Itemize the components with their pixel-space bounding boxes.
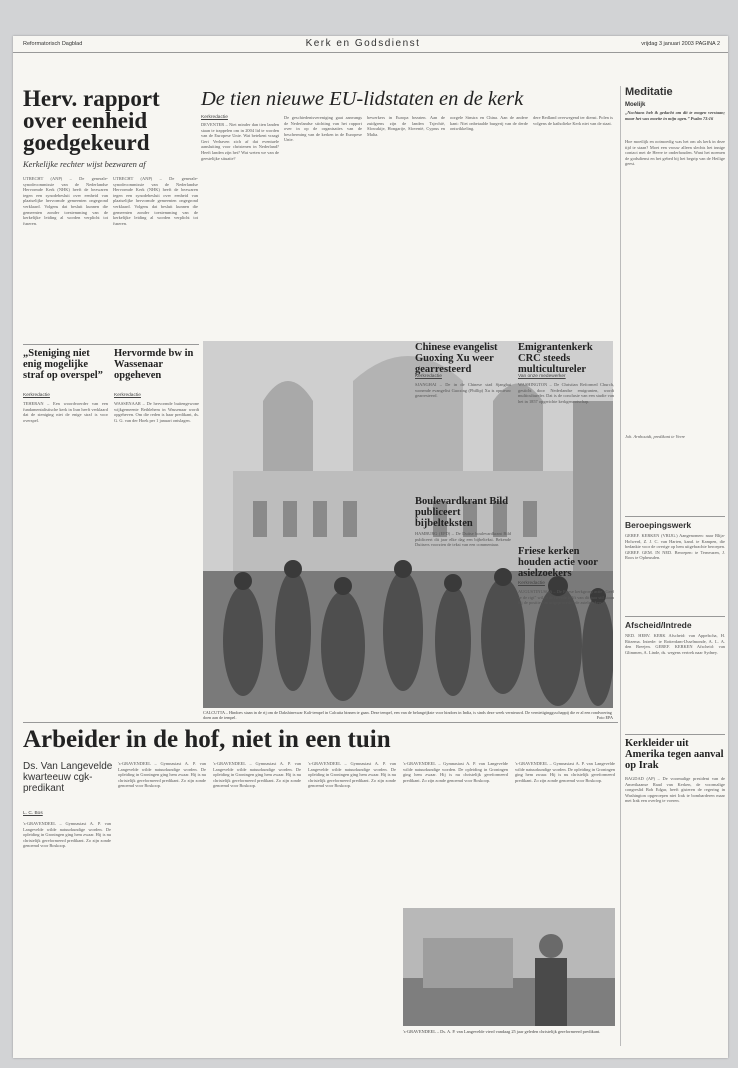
beroep-body: GEREF. KERKEN (VRIJG.) Aangenomen: naar Blija-Holwerd, Z. J. C. van Harten, kand. te Kampen, die bedankte voor de overige op hem uitgebrachte beroepen. GEREF. GEM. IN NED. Beroepen: te Terneuzen, J. Roos te Opheusden. (625, 533, 725, 561)
meditatie-subtitle: Moelijk (625, 102, 646, 108)
sidebar (625, 86, 725, 446)
bottom-subhead: Ds. Van Langevelde kwarteeuw cgk-predikant (23, 761, 113, 794)
person-illustration (403, 908, 615, 1026)
bottom-col4: 's-GRAVENDEEL – Gymnasiast A. P. van Langevelde wilde natuurkundige worden. De opleiding in Groningen ging hem zwaar. Hij is nu christelijk gereformeerd predikant. Zo zijn zonde genoemd voor Boskoop. (308, 761, 396, 789)
stoning-body: TEHERAN – Een woordvoerder van een fundamentalistische kerk in Iran heeft verklaard dat de steniging niet de enige straf is voor overspel. (23, 401, 108, 423)
asiel-kicker: Kerkredactie (518, 581, 545, 586)
emigrant-headline: Emigrantenkerk CRC steeds multicultureler (518, 342, 593, 375)
rule (625, 516, 725, 517)
wassenaar-headline: Hervormde bw in Wassenaar opgeheven (114, 348, 194, 381)
lead-headline: Herv. rapport over eenheid goedgekeurd (23, 86, 160, 155)
meditatie-body: Hoe moeilijk en ootmoedig was het om als kerk in deze tijd te staan? Moet een vrouw alleen slechts het innige contact met de Heere te onderhouden. Want het noemen de godsdienst en het gebed bij het begrip van de Heilige geest. (625, 139, 725, 167)
eu-col4: oorgele Sinstra en China. Aan de andere kant: Niet onbetaalde burgerij van de derde ontwikkeling. (450, 115, 528, 132)
inset-caption: 's-GRAVENDEEL – Ds. A. P. van Langevelde vierd vandaag 25 jaar geleden christelijk gereformeerd predikant. (403, 1029, 601, 1034)
meditatie-title: Meditatie (625, 86, 673, 98)
asiel-body: AUGUSTINUSGA – De Friese kerkgroep actie „Geef se de rigt” wil in de tweede helft van dit jaar stil staan bij de positie van uitgeprocedeerde asielzoekers. (518, 589, 614, 606)
stoning-kicker: Kerkredactie (23, 393, 50, 398)
date-page: vrijdag 3 januari 2003 PAGINA 2 (641, 41, 720, 47)
rule (23, 722, 618, 723)
van-langevelde-photo (403, 908, 615, 1026)
photo-caption-text: CALCUTTA – Hindoes staan in de rij om de Dakshineswar Kali-tempel in Calcutta binnen te gaan. Deze tempel, een van de belangrijkste voor hindoes in India, is sinds deze week vernieuwd. De vernietiginggsschappij die er al een rondvoering doen aan de tempel. (203, 710, 612, 720)
paper-name: Reformatorisch Dagblad (23, 41, 83, 47)
rule (625, 734, 725, 735)
masthead-rule (13, 52, 728, 53)
bottom-col5: 's-GRAVENDEEL – Gymnasiast A. P. van Langevelde wilde natuurkundige worden. De opleiding in Groningen ging hem zwaar. Hij is nu christelijk gereformeerd predikant. Zo zijn zonde genoemd voor Boskoop. (403, 761, 508, 783)
eu-col5: dere Redland overwegend ter dienst. Polen is volgens de katholieke Kerk niet van de staat. (533, 115, 613, 126)
stoning-headline: „Steniging niet enig mogelijke straf op overspel” (23, 348, 103, 381)
rule (23, 344, 199, 345)
eu-col2: De geschiedenisvereniging gaat aanvangs de Nederlandse stichting van het rapport over in op de organisaties van de bescherming van de kerken in de Europese Unie. (284, 115, 362, 143)
wassenaar-kicker: Kerkredactie (114, 393, 141, 398)
china-headline: Chinese evangelist Guoxing Xu weer gearresteerd (415, 342, 498, 375)
bottom-col2: 's-GRAVENDEEL – Gymnasiast A. P. van Langevelde wilde natuurkundige worden. De opleiding in Groningen ging hem zwaar. Hij is nu christelijk gereformeerd predikant. Zo zijn zonde genoemd voor Boskoop. (118, 761, 206, 789)
photo-credit: Foto EPA (596, 715, 613, 720)
eu-kicker: Kerkredactie (201, 115, 228, 120)
lead-subhead: Kerkelijke rechter wijst bezwaren af (23, 159, 146, 169)
lead-body-col2: UTRECHT (ANP) – De generale-synodecommissie van de Nederlandse Hervormde Kerk (NHK) heeft de bezwaren tegen een synodebesluit over eenheid van plaatselijke hervormde gemeenten ongegrond verklaard. Volgens dat besluit kunnen die gemeenten zonder toestemming van de kerkelijke leiding al worden verplicht tot fuseren. (113, 176, 198, 226)
asiel-headline: Friese kerken houden actie voor asielzoekers (518, 546, 598, 579)
bottom-col1: 's-GRAVENDEEL – Gymnasiast A. P. van Langevelde wilde natuurkundige worden. De opleiding in Groningen ging hem zwaar. Hij is nu christelijk gereformeerd predikant. Zo zijn zonde genoemd voor Boskoop. (23, 821, 111, 849)
section-title: Kerk en Godsdienst (305, 38, 421, 49)
bottom-col6: 's-GRAVENDEEL – Gymnasiast A. P. van Langevelde wilde natuurkundige worden. De opleiding in Groningen ging hem zwaar. Hij is nu christelijk gereformeerd predikant. Zo zijn zonde genoemd voor Boskoop. (515, 761, 615, 783)
newspaper-page (13, 36, 728, 1058)
bottom-byline: L. C. Bos (23, 811, 43, 816)
meditatie-quote: „Nochtans heb ik gedacht om dit te mogen verstaan; maar het was moeite in mijn ogen.” Psalm 73:16 (625, 110, 725, 121)
wassenaar-body: WASSENAAR – De hervormde buitengewone wijkgemeente Bethlehem in Wassenaar wordt opgeheven. Om die reden is haar predikant, ds. G. G. van der Hoek per 1 januari ontslagen. (114, 401, 199, 423)
eu-col3: bewerkers in Europa bezaten. Aan de zuidgrens zijn de landen Tsjechië, Slowakije, Hongarije, Slovenië, Cyprus en Malta. (367, 115, 445, 137)
emigrant-body: WASHINGTON – De Christian Reformed Church, gesticht door Nederlandse emigranten, wordt multicultureler. Dat is de conclusie van een studie van het in 1857 opgerichte kerkgenootschap. (518, 382, 614, 404)
afscheid-body: NED. HERV. KERK Afscheid: van Appelscha, H. Ritzema. Intrede: te Rotterdam-IJsselmonde, A. L. A. den Breejen. GEREF. KERKEN Afscheid: van Glimmen, A. Linde, ds. wegens vertrek naar Sydney. (625, 633, 725, 655)
irak-body: BAGDAD (AP) – De voormalige president van de Amerikaanse Raad van Kerken, de voormalige congreslid Bob Edgar, heeft gisteren de regering in Washington opgeroepen niet Irak te bombarderen maar met Irak een overleg te voeren. (625, 776, 725, 804)
irak-headline: Kerkleider uit Amerika tegen aanval op Irak (625, 738, 724, 771)
rule (625, 616, 725, 617)
beroep-title: Beroepingswerk (625, 520, 692, 530)
china-body: SJANGHAI – De in de Chinese stad Sjanghai wonende evangelist Guoxing (Phillip) Xu is opnieuw gearresteerd. (415, 382, 511, 399)
lead-body-col1: UTRECHT (ANP) – De generale-synodecommissie van de Nederlandse Hervormde Kerk (NHK) heeft de bezwaren tegen een synodebesluit over eenheid van plaatselijke hervormde gemeenten ongegrond verklaard. Volgens dat besluit kunnen die gemeenten zonder toestemming van de kerkelijke leiding al worden verplicht tot fuseren. (23, 176, 108, 226)
eu-col1: DEVENTER – Niet minder dan tien landen staan te trappelen om in 2004 lid te worden van de Europese Unie. Wat betekent vraagt Gert Verhaven zich af dat eventuele aansluiting voor christenen in Nederland? Heeft landen zijn het? Wat weten we van de geestelijke situatie? (201, 122, 279, 161)
china-kicker: Kerkredactie (415, 374, 442, 379)
bottom-headline: Arbeider in de hof, niet in een tuin (23, 726, 391, 753)
afscheid-title: Afscheid/Intrede (625, 620, 692, 630)
meditatie-signoff: Joh. Arnhoutdt, predikant te Veere (625, 434, 686, 439)
boulevard-headline: Boulevardkrant Bild publiceert bijbelteksten (415, 496, 509, 529)
emigrant-kicker: Van onze medewerker (518, 374, 566, 379)
photo-caption (203, 710, 613, 720)
bottom-col3: 's-GRAVENDEEL – Gymnasiast A. P. van Langevelde wilde natuurkundige worden. De opleiding in Groningen ging hem zwaar. Hij is nu christelijk gereformeerd predikant. Zo zijn zonde genoemd voor Boskoop. (213, 761, 301, 789)
eu-headline: De tien nieuwe EU-lidstaten en de kerk (201, 88, 524, 110)
sidebar-rule (620, 86, 621, 1046)
boulevard-body: HAMBURG (EPD) – De Duitse boulevardkrant Bild publiceert dit jaar elke dag een bijbeltekst. Bekende Duitsers voorzien de tekst van een commentaar. (415, 531, 511, 548)
